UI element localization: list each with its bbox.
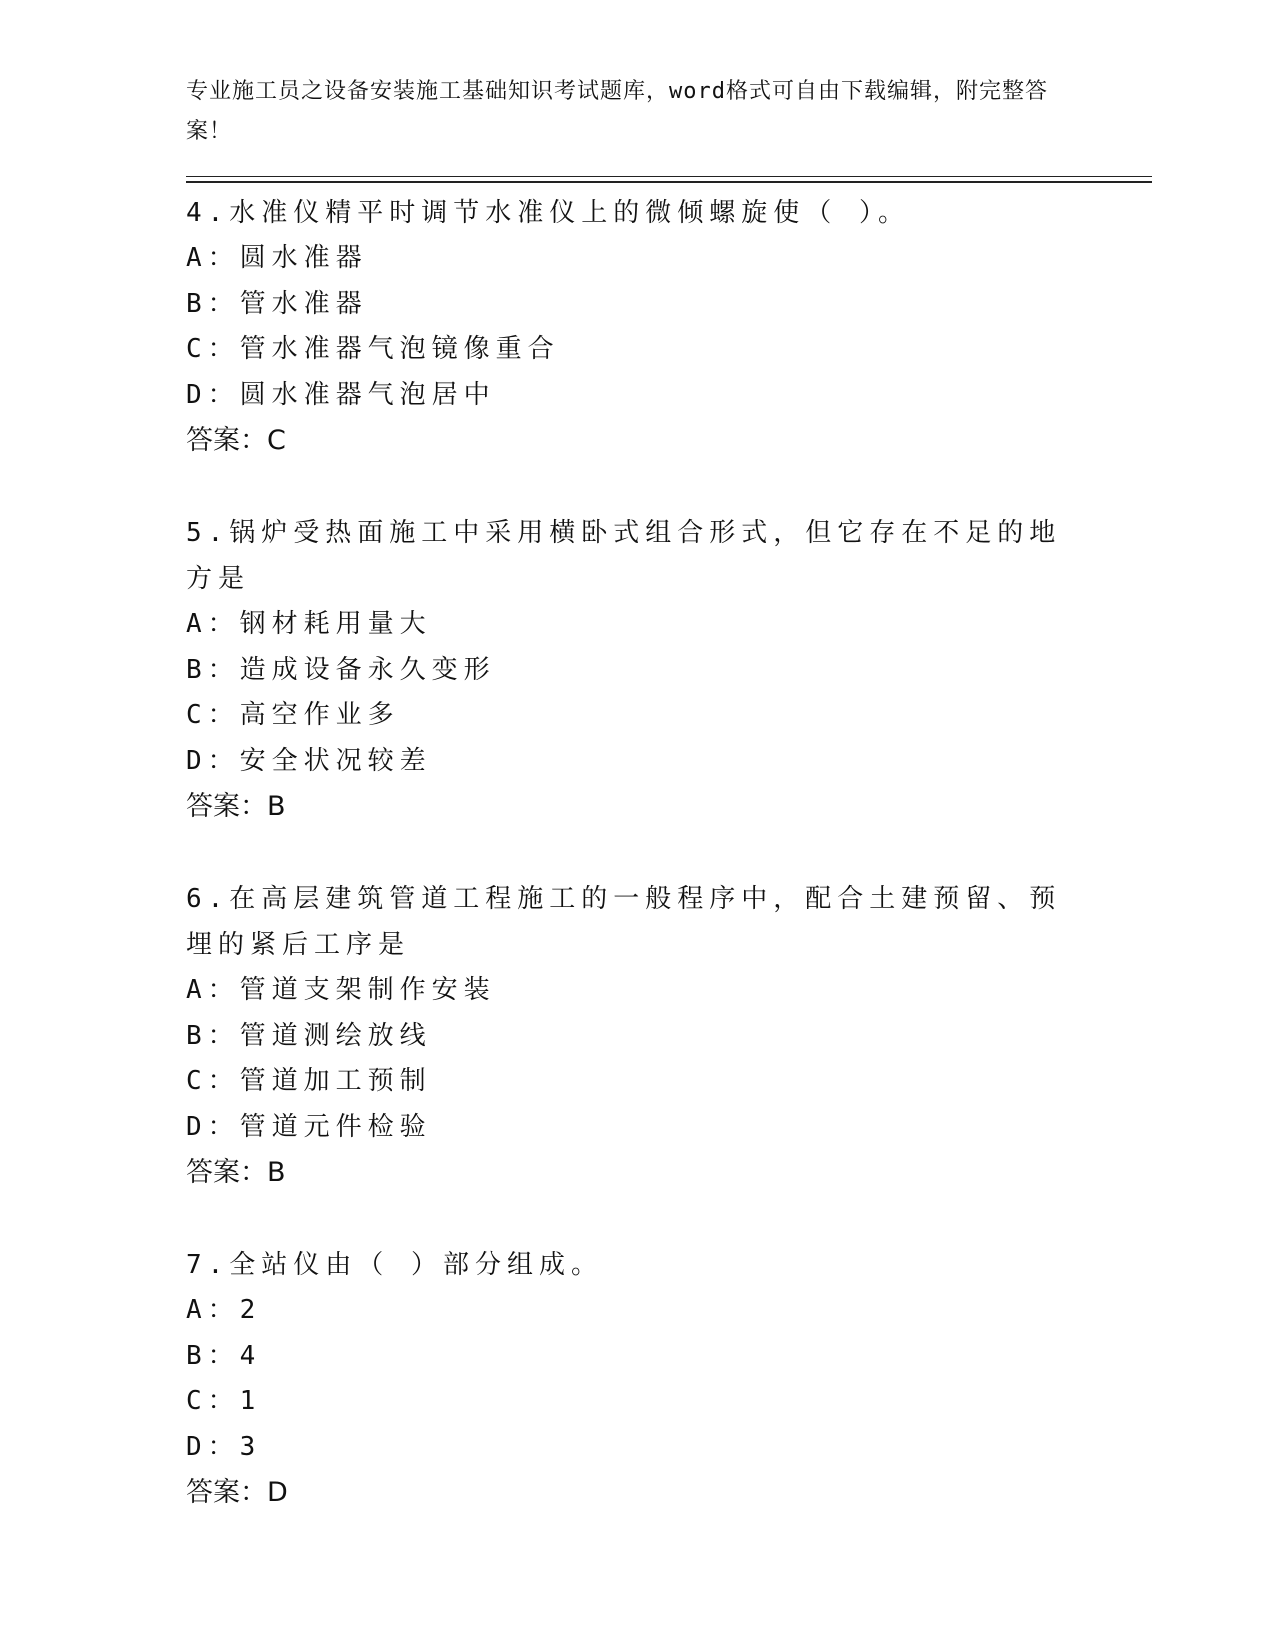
answer-line: [186, 784, 1086, 830]
option-label: D：: [186, 1111, 240, 1142]
option-text: 1: [239, 1386, 262, 1416]
header-divider-thick: [186, 181, 1152, 183]
question-7: [186, 1242, 1086, 1516]
option-label: A：: [186, 1295, 240, 1325]
question-spacer: [186, 1196, 1086, 1242]
answer-label: 答案：: [186, 1477, 267, 1508]
answer-value: B: [267, 791, 286, 822]
option-label: B：: [186, 288, 240, 319]
option-label: A：: [186, 243, 240, 273]
answer-value: C: [267, 425, 286, 456]
option-c: [186, 1059, 1086, 1105]
document-header: 专业施工员之设备安装施工基础知识考试题库，word格式可自由下载编辑，附完整答案！: [186, 79, 1048, 144]
option-label: D：: [186, 745, 240, 776]
option-label: B：: [186, 654, 240, 685]
option-c: [186, 1379, 1086, 1425]
option-text: 安全状况较差: [239, 745, 432, 776]
question-stem: 5.锅炉受热面施工中采用横卧式组合形式，但它存在不足的地方是: [186, 518, 1062, 594]
option-label: A：: [186, 975, 240, 1005]
header-divider-thin: [186, 176, 1152, 177]
answer-label: 答案：: [186, 1157, 267, 1188]
option-label: C：: [186, 1066, 240, 1096]
question-stem: 4.水准仪精平时调节水准仪上的微倾螺旋使（ ）。: [186, 198, 910, 228]
option-b: [186, 648, 1086, 694]
option-text: 管道测绘放线: [239, 1020, 432, 1051]
question-stem: 7.全站仪由（ ）部分组成。: [186, 1250, 603, 1280]
option-text: 管道元件检验: [239, 1111, 432, 1142]
option-c: [186, 693, 1086, 739]
option-label: B：: [186, 1340, 240, 1371]
answer-value: B: [267, 1157, 286, 1188]
option-text: 管道加工预制: [239, 1066, 432, 1096]
option-label: D：: [186, 1431, 240, 1462]
option-d: [186, 739, 1086, 785]
option-text: 造成设备永久变形: [239, 654, 496, 685]
answer-label: 答案：: [186, 791, 267, 822]
option-a: [186, 236, 1086, 282]
option-label: C：: [186, 334, 240, 364]
option-text: 3: [239, 1431, 262, 1462]
answer-line: [186, 418, 1086, 464]
option-a: [186, 1288, 1086, 1334]
question-spacer: [186, 830, 1086, 876]
question-spacer: [186, 464, 1086, 510]
option-text: 圆水准器气泡居中: [239, 379, 496, 410]
option-label: D：: [186, 379, 240, 410]
answer-line: [186, 1150, 1086, 1196]
option-label: A：: [186, 609, 240, 639]
question-6: [186, 876, 1086, 1196]
answer-label: 答案：: [186, 425, 267, 456]
question-5: [186, 510, 1086, 830]
option-text: 钢材耗用量大: [239, 609, 432, 639]
option-text: 4: [239, 1340, 262, 1371]
option-text: 管道支架制作安装: [239, 975, 496, 1005]
option-text: 高空作业多: [239, 700, 400, 730]
answer-value: D: [267, 1477, 288, 1508]
option-text: 管水准器气泡镜像重合: [239, 334, 560, 364]
option-label: C：: [186, 700, 240, 730]
option-d: [186, 373, 1086, 419]
option-d: [186, 1425, 1086, 1471]
option-text: 管水准器: [239, 288, 368, 319]
option-text: 圆水准器: [239, 243, 368, 273]
question-4: [186, 190, 1086, 464]
option-a: [186, 602, 1086, 648]
option-a: [186, 968, 1086, 1014]
option-b: [186, 1014, 1086, 1060]
option-text: 2: [239, 1295, 262, 1325]
answer-line: [186, 1470, 1086, 1516]
option-label: C：: [186, 1386, 240, 1416]
option-b: [186, 282, 1086, 328]
option-c: [186, 327, 1086, 373]
option-d: [186, 1105, 1086, 1151]
option-label: B：: [186, 1020, 240, 1051]
question-list: [186, 190, 1086, 1516]
question-stem: 6.在高层建筑管道工程施工的一般程序中，配合土建预留、预埋的紧后工序是: [186, 884, 1062, 960]
option-b: [186, 1334, 1086, 1380]
